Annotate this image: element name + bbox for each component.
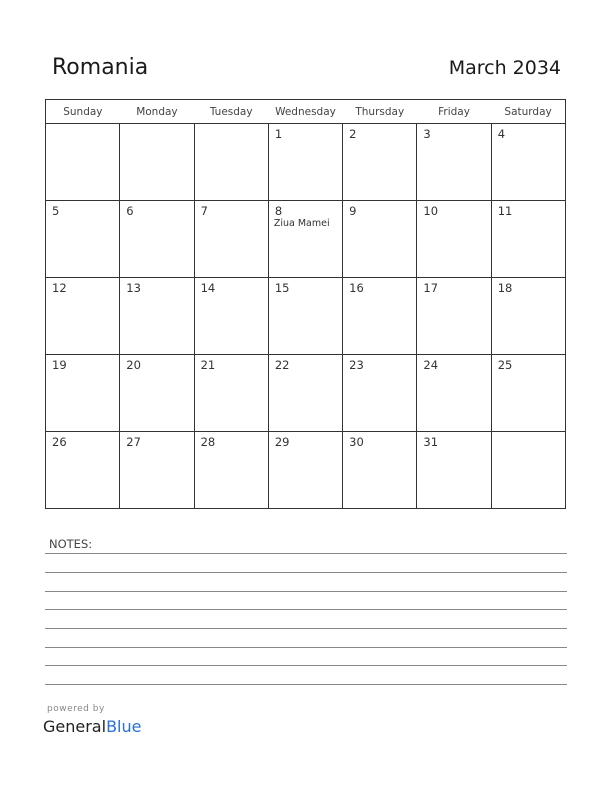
day-cell	[417, 124, 491, 201]
week-row-4	[46, 355, 566, 432]
day-cell	[194, 355, 268, 432]
note-line	[45, 591, 567, 592]
day-number: 15	[274, 281, 290, 295]
day-cell	[491, 278, 565, 355]
day-number: 24	[423, 358, 439, 372]
day-cell	[268, 355, 342, 432]
day-number: 17	[423, 281, 439, 295]
day-cell	[194, 124, 268, 201]
note-line	[45, 647, 567, 648]
weekday-saturday: Saturday	[491, 100, 565, 124]
note-line	[45, 628, 567, 629]
day-cell	[417, 278, 491, 355]
day-cell	[268, 201, 342, 278]
country-title: Romania	[52, 55, 149, 80]
day-cell	[343, 355, 417, 432]
day-number: 27	[126, 435, 141, 449]
day-number: 26	[52, 435, 67, 449]
day-number: 22	[274, 358, 290, 372]
day-cell	[491, 124, 565, 201]
day-cell	[268, 124, 342, 201]
calendar-grid	[45, 99, 566, 509]
day-number: 28	[200, 435, 216, 449]
day-cell	[194, 432, 268, 509]
day-cell	[491, 355, 565, 432]
day-cell	[120, 432, 194, 509]
day-number: 21	[200, 358, 216, 372]
day-cell	[417, 432, 491, 509]
day-number: 6	[126, 204, 134, 218]
day-cell	[343, 432, 417, 509]
powered-by-text: powered by	[47, 704, 105, 714]
day-number: 20	[126, 358, 141, 372]
week-row-3	[46, 278, 566, 355]
day-number: 23	[349, 358, 364, 372]
day-cell	[343, 278, 417, 355]
day-number: 10	[423, 204, 439, 218]
day-number: 4	[497, 127, 506, 141]
note-line	[45, 553, 567, 554]
weekday-tuesday: Tuesday	[194, 100, 268, 124]
day-number: 12	[52, 281, 67, 295]
brand-general: General	[43, 717, 107, 736]
weekday-friday: Friday	[417, 100, 491, 124]
day-number: 13	[126, 281, 141, 295]
day-number: 1	[274, 127, 283, 141]
day-cell	[120, 201, 194, 278]
week-row-1	[46, 124, 566, 201]
day-number: 29	[274, 435, 290, 449]
day-cell	[46, 355, 120, 432]
day-cell	[491, 432, 565, 509]
day-cell	[120, 124, 194, 201]
day-cell	[46, 201, 120, 278]
day-cell	[417, 355, 491, 432]
weekday-sunday: Sunday	[46, 100, 120, 124]
day-number: 2	[349, 127, 357, 141]
day-number: 25	[497, 358, 513, 372]
weekday-thursday: Thursday	[343, 100, 417, 124]
day-cell	[46, 124, 120, 201]
day-cell	[120, 278, 194, 355]
day-cell	[194, 278, 268, 355]
day-cell	[491, 201, 565, 278]
day-number: 7	[200, 204, 208, 218]
generalblue-logo	[43, 717, 141, 736]
day-cell	[343, 124, 417, 201]
month-year-title: March 2034	[448, 57, 561, 79]
notes-label: NOTES:	[49, 537, 93, 551]
note-line	[45, 665, 567, 666]
weekday-monday: Monday	[120, 100, 194, 124]
day-cell	[343, 201, 417, 278]
day-number: 30	[349, 435, 364, 449]
day-cell	[46, 278, 120, 355]
day-number: 14	[200, 281, 216, 295]
weekday-header-row	[46, 100, 566, 124]
day-cell	[46, 432, 120, 509]
weekday-wednesday: Wednesday	[268, 100, 342, 124]
day-cell	[268, 432, 342, 509]
brand-blue: Blue	[106, 717, 142, 736]
week-row-5	[46, 432, 566, 509]
note-line	[45, 684, 567, 685]
holiday-label: Ziua Mamei	[273, 218, 330, 229]
day-number: 9	[349, 204, 357, 218]
day-number: 16	[349, 281, 364, 295]
note-line	[45, 609, 567, 610]
day-number: 11	[497, 204, 513, 218]
day-number: 5	[52, 204, 60, 218]
day-cell	[120, 355, 194, 432]
week-row-2	[46, 201, 566, 278]
day-cell	[194, 201, 268, 278]
day-number: 18	[497, 281, 513, 295]
note-line	[45, 572, 567, 573]
day-cell	[268, 278, 342, 355]
day-number: 19	[52, 358, 67, 372]
day-number: 31	[423, 435, 439, 449]
day-number: 8	[274, 204, 283, 218]
day-cell	[417, 201, 491, 278]
day-number: 3	[423, 127, 431, 141]
